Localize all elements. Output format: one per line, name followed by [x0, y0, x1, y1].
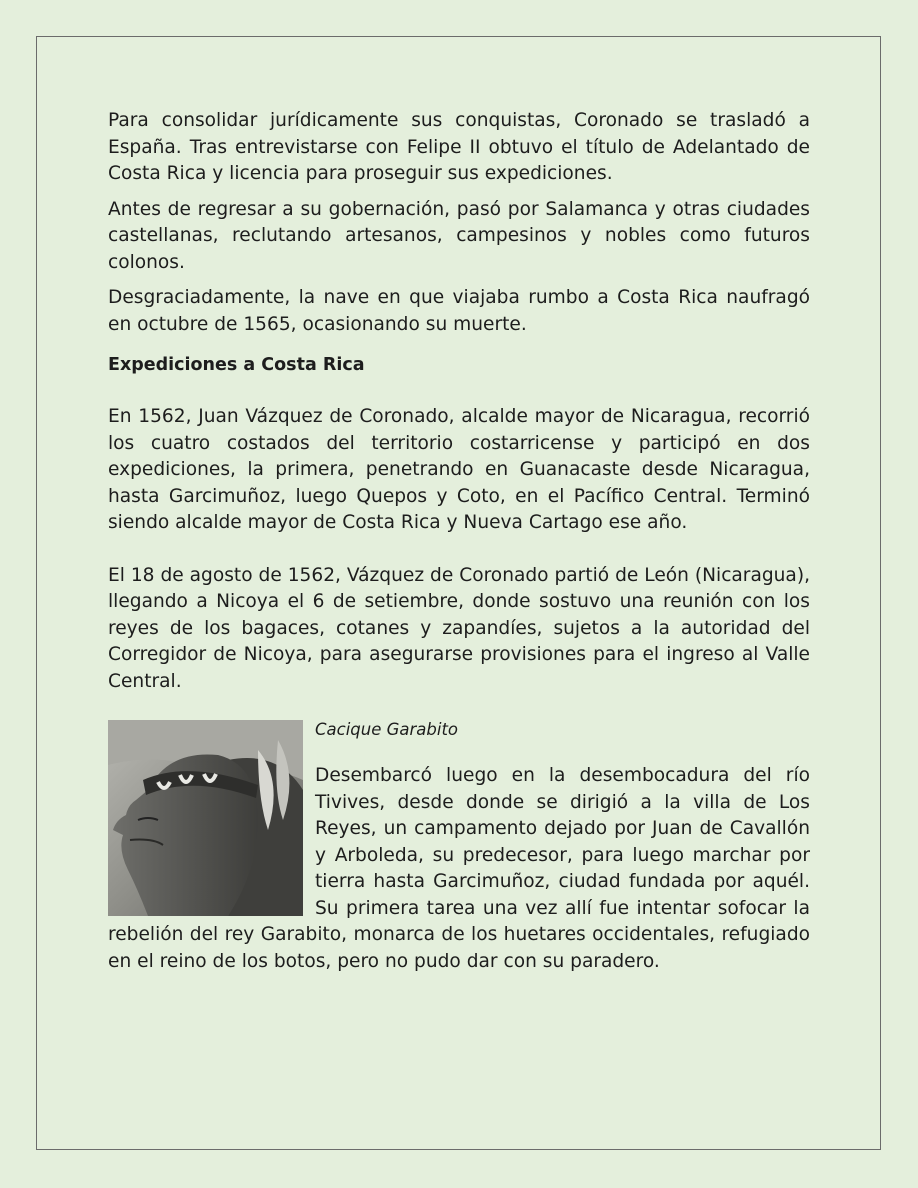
paragraph-3: Desgraciadamente, la nave en que viajaba rumbo a Costa Rica naufragó en octubre de 1565, ocasionando su muerte.: [108, 287, 810, 335]
paragraph-2: Antes de regresar a su gobernación, pasó por Salamanca y otras ciudades castellanas, reclutando artesanos, campesinos y nobles como futuros colonos.: [108, 198, 810, 273]
paragraph-1: Para consolidar jurídicamente sus conquistas, Coronado se trasladó a España. Tras entrevistarse con Felipe II obtuvo el título de Adelantado de Costa Rica y licencia para proseguir sus expediciones.: [108, 110, 810, 184]
paragraph-6: Desembarcó luego en la desembocadura del río Tivives, desde donde se dirigió a la villa de Los Reyes, un campamento dejado por Juan de Cavallón y Arboleda, su predecesor, para luego marchar por tierra hasta Garcimuñoz, ciudad fundada por aquél. Su primera tarea una vez allí fue intentar sofocar la rebelión del rey Garabito, monarca de los huetares occidentales, refugiado en el reino de los botos, pero no pudo dar con su paradero.: [108, 765, 810, 972]
section-heading: Expediciones a Costa Rica: [108, 355, 365, 375]
figure-caption: Cacique Garabito: [315, 720, 459, 739]
garabito-portrait: [108, 720, 303, 916]
paragraph-4: En 1562, Juan Vázquez de Coronado, alcalde mayor de Nicaragua, recorrió los cuatro costados del territorio costarricense y participó en dos expediciones, la primera, penetrando en Guanacaste desde Nicaragua, hasta Garcimuñoz, luego Quepos y Coto, en el Pacífico Central. Terminó siendo alcalde mayor de Costa Rica y Nueva Cartago ese año.: [108, 406, 810, 533]
document-body: [108, 108, 810, 975]
paragraph-5: El 18 de agosto de 1562, Vázquez de Coronado partió de León (Nicaragua), llegando a Nicoya el 6 de setiembre, donde sostuvo una reunión con los reyes de los bagaces, cotanes y zapandíes, sujetos a la autoridad del Corregidor de Nicoya, para asegurarse provisiones para el ingreso al Valle Central.: [108, 564, 810, 692]
